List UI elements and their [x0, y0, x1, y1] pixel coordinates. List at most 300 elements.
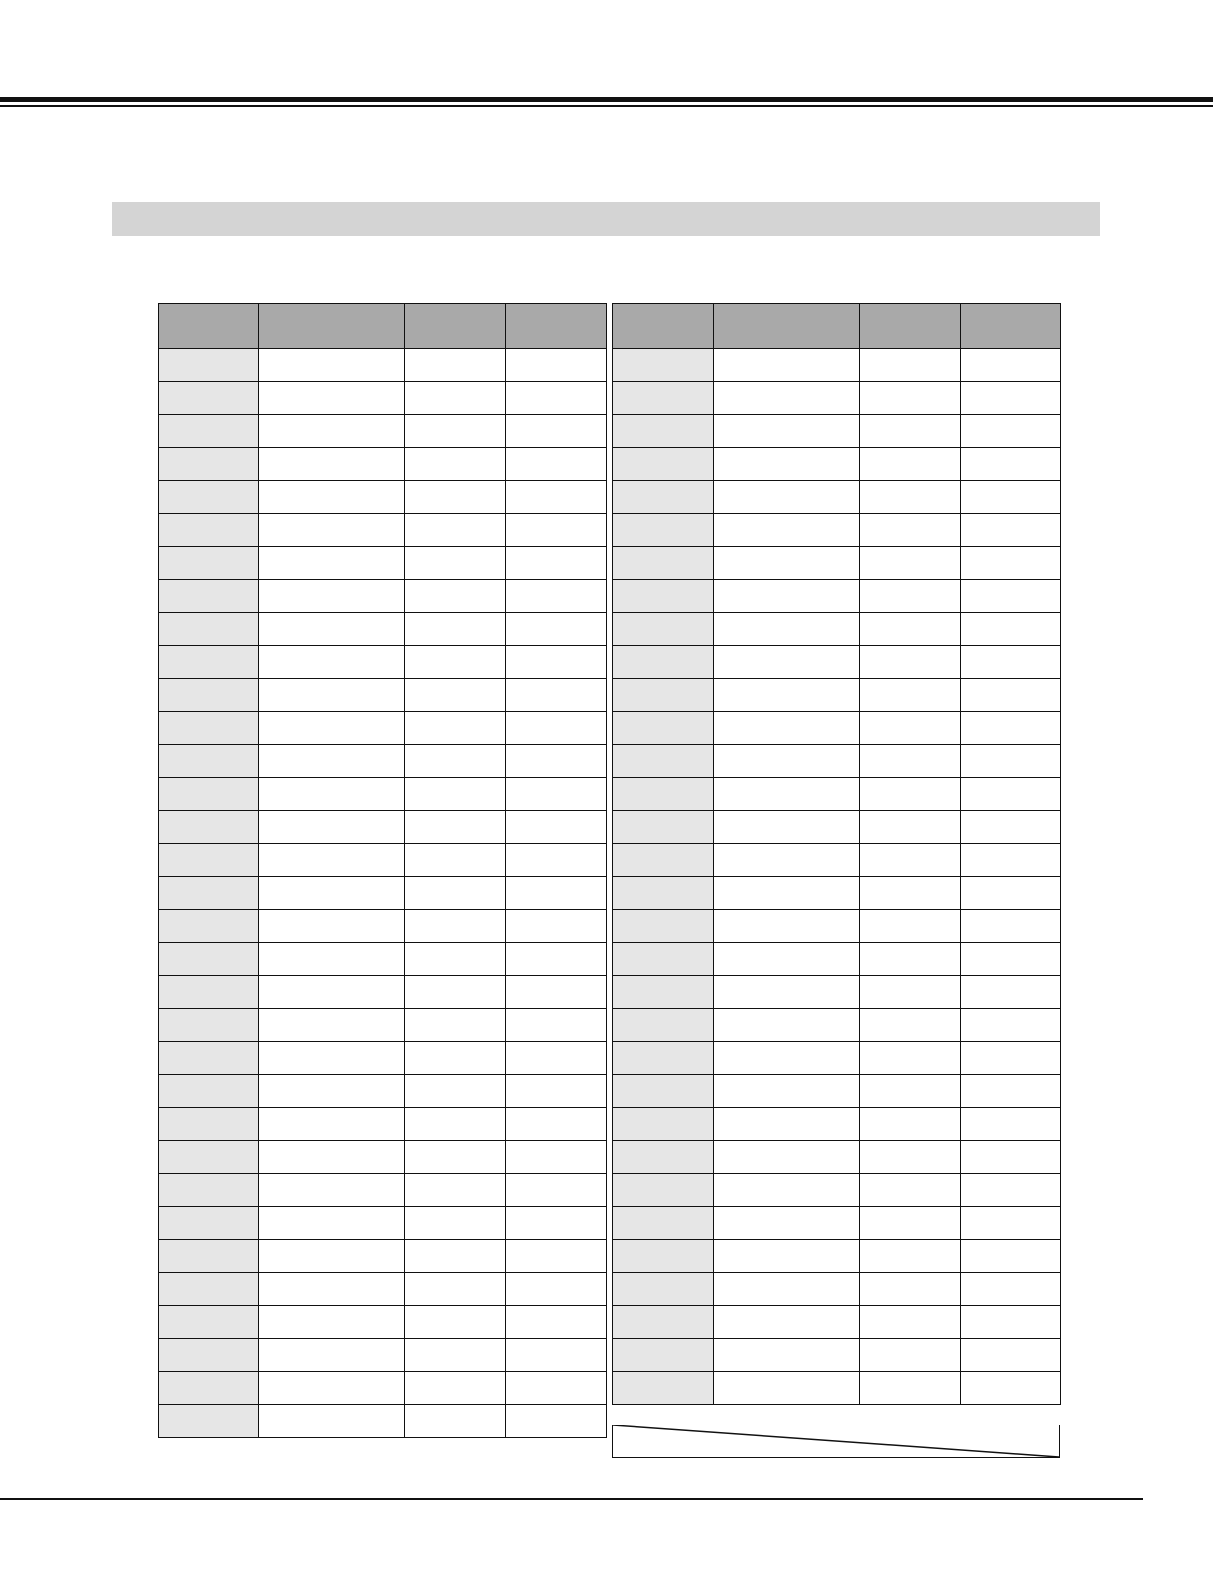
table-cell — [961, 943, 1061, 976]
table-cell — [961, 613, 1061, 646]
column-header — [613, 304, 714, 349]
table-cell — [259, 712, 405, 745]
table-cell — [860, 547, 961, 580]
table-cell — [506, 1306, 607, 1339]
table-cell — [613, 448, 714, 481]
table-row — [613, 448, 1061, 481]
table-cell — [714, 415, 860, 448]
table-cell — [159, 613, 259, 646]
table-cell — [961, 1207, 1061, 1240]
table-cell — [259, 910, 405, 943]
table-cell — [613, 778, 714, 811]
table-cell — [714, 646, 860, 679]
table-cell — [405, 1405, 506, 1438]
table-cell — [405, 745, 506, 778]
table-cell — [405, 1207, 506, 1240]
table-row — [613, 646, 1061, 679]
table-cell — [259, 778, 405, 811]
table-row — [159, 1273, 607, 1306]
table-cell — [159, 1009, 259, 1042]
table-cell — [405, 1108, 506, 1141]
table-cell — [405, 844, 506, 877]
table-cell — [506, 1108, 607, 1141]
table-cell — [961, 1108, 1061, 1141]
table-row — [613, 745, 1061, 778]
table-cell — [961, 1240, 1061, 1273]
table-cell — [860, 613, 961, 646]
table-cell — [506, 382, 607, 415]
table-row — [159, 1009, 607, 1042]
table-cell — [961, 1009, 1061, 1042]
table-cell — [159, 448, 259, 481]
table-row — [159, 1405, 607, 1438]
table-cell — [159, 910, 259, 943]
table-cell — [860, 811, 961, 844]
table-cell — [961, 1372, 1061, 1405]
table-cell — [860, 1207, 961, 1240]
table-row — [613, 712, 1061, 745]
table-cell — [860, 1306, 961, 1339]
table-cell — [259, 1273, 405, 1306]
table-cell — [506, 844, 607, 877]
table-row — [159, 1372, 607, 1405]
table-row — [613, 415, 1061, 448]
table-row — [159, 1042, 607, 1075]
table-cell — [613, 745, 714, 778]
table-cell — [961, 514, 1061, 547]
table-cell — [506, 1372, 607, 1405]
table-cell — [159, 1108, 259, 1141]
table-row — [159, 778, 607, 811]
table-cell — [961, 547, 1061, 580]
table-row — [613, 811, 1061, 844]
table-cell — [860, 1240, 961, 1273]
table-cell — [860, 844, 961, 877]
table-row — [159, 1075, 607, 1108]
header-rule-thin — [0, 105, 1213, 107]
table-cell — [714, 844, 860, 877]
table-row — [159, 943, 607, 976]
table-cell — [259, 1009, 405, 1042]
table-row — [613, 1174, 1061, 1207]
table-cell — [405, 514, 506, 547]
column-header — [259, 304, 405, 349]
table-cell — [714, 1207, 860, 1240]
table-row — [159, 1339, 607, 1372]
table-cell — [961, 1273, 1061, 1306]
table-cell — [860, 943, 961, 976]
table-cell — [613, 1306, 714, 1339]
table-cell — [613, 481, 714, 514]
table-cell — [506, 1174, 607, 1207]
table-header-row — [159, 304, 607, 349]
table-cell — [159, 1240, 259, 1273]
table-cell — [714, 514, 860, 547]
table-row — [613, 910, 1061, 943]
table-cell — [961, 778, 1061, 811]
table-cell — [259, 1174, 405, 1207]
table-cell — [506, 646, 607, 679]
table-cell — [159, 976, 259, 1009]
table-cell — [405, 1075, 506, 1108]
table-cell — [961, 877, 1061, 910]
table-cell — [259, 613, 405, 646]
table-cell — [613, 613, 714, 646]
header-rule-thick — [0, 97, 1213, 102]
table-cell — [860, 1075, 961, 1108]
table-cell — [159, 844, 259, 877]
table-cell — [159, 877, 259, 910]
table-cell — [714, 349, 860, 382]
table-cell — [613, 943, 714, 976]
table-cell — [714, 811, 860, 844]
table-row — [159, 448, 607, 481]
table-cell — [714, 481, 860, 514]
table-row — [613, 1273, 1061, 1306]
table-right — [612, 303, 1061, 1405]
table-cell — [506, 580, 607, 613]
table-cell — [613, 844, 714, 877]
table-cell — [259, 1240, 405, 1273]
table-cell — [714, 910, 860, 943]
column-header — [506, 304, 607, 349]
table-cell — [159, 646, 259, 679]
table-cell — [860, 679, 961, 712]
table-cell — [159, 943, 259, 976]
table-cell — [961, 811, 1061, 844]
table-cell — [506, 1240, 607, 1273]
table-cell — [159, 1306, 259, 1339]
table-cell — [613, 1240, 714, 1273]
table-cell — [506, 1339, 607, 1372]
table-cell — [613, 1174, 714, 1207]
table-cell — [714, 943, 860, 976]
table-row — [613, 1141, 1061, 1174]
column-header — [159, 304, 259, 349]
table-cell — [259, 1108, 405, 1141]
table-cell — [860, 349, 961, 382]
table-cell — [714, 1372, 860, 1405]
footer-rule — [0, 1498, 1143, 1500]
table-cell — [961, 382, 1061, 415]
table-cell — [714, 1339, 860, 1372]
table-cell — [259, 415, 405, 448]
table-cell — [613, 811, 714, 844]
table-cell — [714, 1174, 860, 1207]
table-left — [158, 303, 607, 1438]
table-cell — [405, 679, 506, 712]
table-cell — [860, 448, 961, 481]
table-cell — [714, 976, 860, 1009]
table-cell — [159, 1273, 259, 1306]
table-cell — [961, 844, 1061, 877]
table-cell — [860, 481, 961, 514]
table-row — [159, 745, 607, 778]
table-row — [613, 580, 1061, 613]
table-cell — [405, 1240, 506, 1273]
table-row — [613, 1306, 1061, 1339]
table-row — [613, 1009, 1061, 1042]
table-cell — [405, 976, 506, 1009]
table-row — [159, 1306, 607, 1339]
table-cell — [613, 877, 714, 910]
table-cell — [159, 1372, 259, 1405]
table-cell — [860, 745, 961, 778]
table-row — [613, 844, 1061, 877]
table-cell — [860, 580, 961, 613]
table-cell — [506, 1207, 607, 1240]
column-header — [860, 304, 961, 349]
table-cell — [405, 547, 506, 580]
table-cell — [714, 1108, 860, 1141]
table-cell — [613, 382, 714, 415]
table-cell — [259, 646, 405, 679]
table-row — [613, 481, 1061, 514]
table-cell — [259, 1141, 405, 1174]
table-cell — [506, 547, 607, 580]
table-row — [613, 877, 1061, 910]
table-row — [159, 481, 607, 514]
unused-cell-diagonal — [613, 1425, 1059, 1457]
table-cell — [613, 1075, 714, 1108]
table-cell — [405, 415, 506, 448]
table-cell — [506, 415, 607, 448]
table-cell — [860, 382, 961, 415]
table-row — [159, 580, 607, 613]
table-cell — [860, 1372, 961, 1405]
table-cell — [613, 646, 714, 679]
table-cell — [860, 1273, 961, 1306]
table-cell — [259, 514, 405, 547]
table-cell — [714, 1042, 860, 1075]
table-cell — [159, 580, 259, 613]
table-row — [159, 1240, 607, 1273]
unused-cell — [612, 1425, 1060, 1458]
table-cell — [613, 1207, 714, 1240]
table-cell — [159, 679, 259, 712]
table-cell — [714, 1009, 860, 1042]
table-cell — [860, 415, 961, 448]
table-row — [159, 910, 607, 943]
table-cell — [714, 613, 860, 646]
table-cell — [613, 415, 714, 448]
table-right-body — [613, 349, 1061, 1405]
table-cell — [613, 1273, 714, 1306]
table-cell — [961, 1042, 1061, 1075]
table-row — [159, 415, 607, 448]
table-row — [613, 1339, 1061, 1372]
table-cell — [259, 1042, 405, 1075]
table-cell — [159, 1141, 259, 1174]
table-row — [159, 514, 607, 547]
table-cell — [405, 1273, 506, 1306]
table-row — [159, 679, 607, 712]
table-cell — [405, 1141, 506, 1174]
table-cell — [961, 910, 1061, 943]
table-header-row — [613, 304, 1061, 349]
table-cell — [961, 481, 1061, 514]
table-cell — [613, 712, 714, 745]
table-cell — [159, 481, 259, 514]
table-row — [159, 877, 607, 910]
table-cell — [506, 613, 607, 646]
table-cell — [159, 1405, 259, 1438]
table-cell — [506, 1273, 607, 1306]
table-cell — [714, 1240, 860, 1273]
table-cell — [405, 1174, 506, 1207]
table-row — [159, 349, 607, 382]
table-row — [159, 1141, 607, 1174]
table-cell — [159, 1207, 259, 1240]
table-row — [613, 349, 1061, 382]
table-cell — [159, 1042, 259, 1075]
table-cell — [259, 679, 405, 712]
table-cell — [613, 514, 714, 547]
table-row — [613, 943, 1061, 976]
table-cell — [405, 613, 506, 646]
table-row — [159, 613, 607, 646]
table-row — [159, 547, 607, 580]
table-cell — [613, 1042, 714, 1075]
table-cell — [259, 448, 405, 481]
table-row — [613, 1108, 1061, 1141]
column-header — [961, 304, 1061, 349]
table-cell — [259, 943, 405, 976]
table-cell — [613, 1372, 714, 1405]
table-cell — [714, 712, 860, 745]
table-cell — [159, 778, 259, 811]
table-row — [613, 1207, 1061, 1240]
table-cell — [159, 1075, 259, 1108]
table-cell — [259, 547, 405, 580]
table-cell — [613, 1141, 714, 1174]
table-cell — [405, 1339, 506, 1372]
table-row — [613, 976, 1061, 1009]
table-row — [159, 1207, 607, 1240]
table-cell — [259, 580, 405, 613]
table-cell — [961, 1075, 1061, 1108]
table-cell — [714, 877, 860, 910]
table-cell — [860, 910, 961, 943]
table-cell — [714, 679, 860, 712]
table-row — [159, 1174, 607, 1207]
table-row — [613, 1075, 1061, 1108]
table-cell — [405, 1009, 506, 1042]
section-title-bar — [112, 202, 1100, 236]
table-cell — [506, 811, 607, 844]
table-cell — [405, 349, 506, 382]
table-cell — [259, 481, 405, 514]
table-cell — [259, 811, 405, 844]
table-cell — [405, 712, 506, 745]
table-row — [613, 613, 1061, 646]
table-cell — [961, 415, 1061, 448]
table-row — [159, 976, 607, 1009]
table-row — [613, 1372, 1061, 1405]
table-cell — [159, 349, 259, 382]
table-cell — [159, 1339, 259, 1372]
table-cell — [405, 382, 506, 415]
table-row — [613, 1240, 1061, 1273]
table-cell — [405, 877, 506, 910]
table-cell — [613, 349, 714, 382]
table-cell — [506, 778, 607, 811]
table-row — [613, 679, 1061, 712]
table-cell — [961, 448, 1061, 481]
table-cell — [613, 1339, 714, 1372]
table-row — [159, 382, 607, 415]
table-cell — [860, 1108, 961, 1141]
table-cell — [613, 580, 714, 613]
table-row — [613, 778, 1061, 811]
table-cell — [159, 415, 259, 448]
table-cell — [506, 1405, 607, 1438]
table-cell — [860, 778, 961, 811]
table-cell — [961, 1174, 1061, 1207]
table-cell — [405, 1042, 506, 1075]
table-cell — [159, 514, 259, 547]
table-cell — [506, 514, 607, 547]
table-cell — [961, 646, 1061, 679]
table-cell — [405, 580, 506, 613]
table-cell — [259, 1207, 405, 1240]
table-cell — [613, 679, 714, 712]
table-cell — [506, 877, 607, 910]
table-cell — [860, 877, 961, 910]
table-cell — [714, 778, 860, 811]
table-cell — [506, 712, 607, 745]
table-cell — [506, 910, 607, 943]
table-row — [613, 382, 1061, 415]
table-left-body — [159, 349, 607, 1438]
table-cell — [405, 778, 506, 811]
table-cell — [506, 349, 607, 382]
table-cell — [405, 1306, 506, 1339]
table-row — [159, 712, 607, 745]
table-cell — [860, 1174, 961, 1207]
table-cell — [714, 1306, 860, 1339]
table-cell — [961, 745, 1061, 778]
table-cell — [506, 1141, 607, 1174]
table-cell — [961, 1141, 1061, 1174]
table-cell — [259, 349, 405, 382]
table-cell — [860, 514, 961, 547]
table-cell — [961, 1306, 1061, 1339]
table-cell — [613, 1108, 714, 1141]
table-cell — [613, 1009, 714, 1042]
table-cell — [259, 976, 405, 1009]
table-cell — [159, 811, 259, 844]
table-cell — [714, 580, 860, 613]
table-row — [613, 547, 1061, 580]
table-cell — [613, 910, 714, 943]
table-cell — [714, 448, 860, 481]
table-cell — [860, 1141, 961, 1174]
table-cell — [259, 844, 405, 877]
table-row — [613, 514, 1061, 547]
table-cell — [506, 481, 607, 514]
table-row — [159, 646, 607, 679]
table-cell — [159, 382, 259, 415]
table-cell — [259, 382, 405, 415]
table-cell — [259, 1306, 405, 1339]
table-cell — [259, 745, 405, 778]
table-cell — [961, 712, 1061, 745]
table-cell — [961, 976, 1061, 1009]
table-row — [613, 1042, 1061, 1075]
table-cell — [860, 1042, 961, 1075]
table-cell — [506, 1042, 607, 1075]
